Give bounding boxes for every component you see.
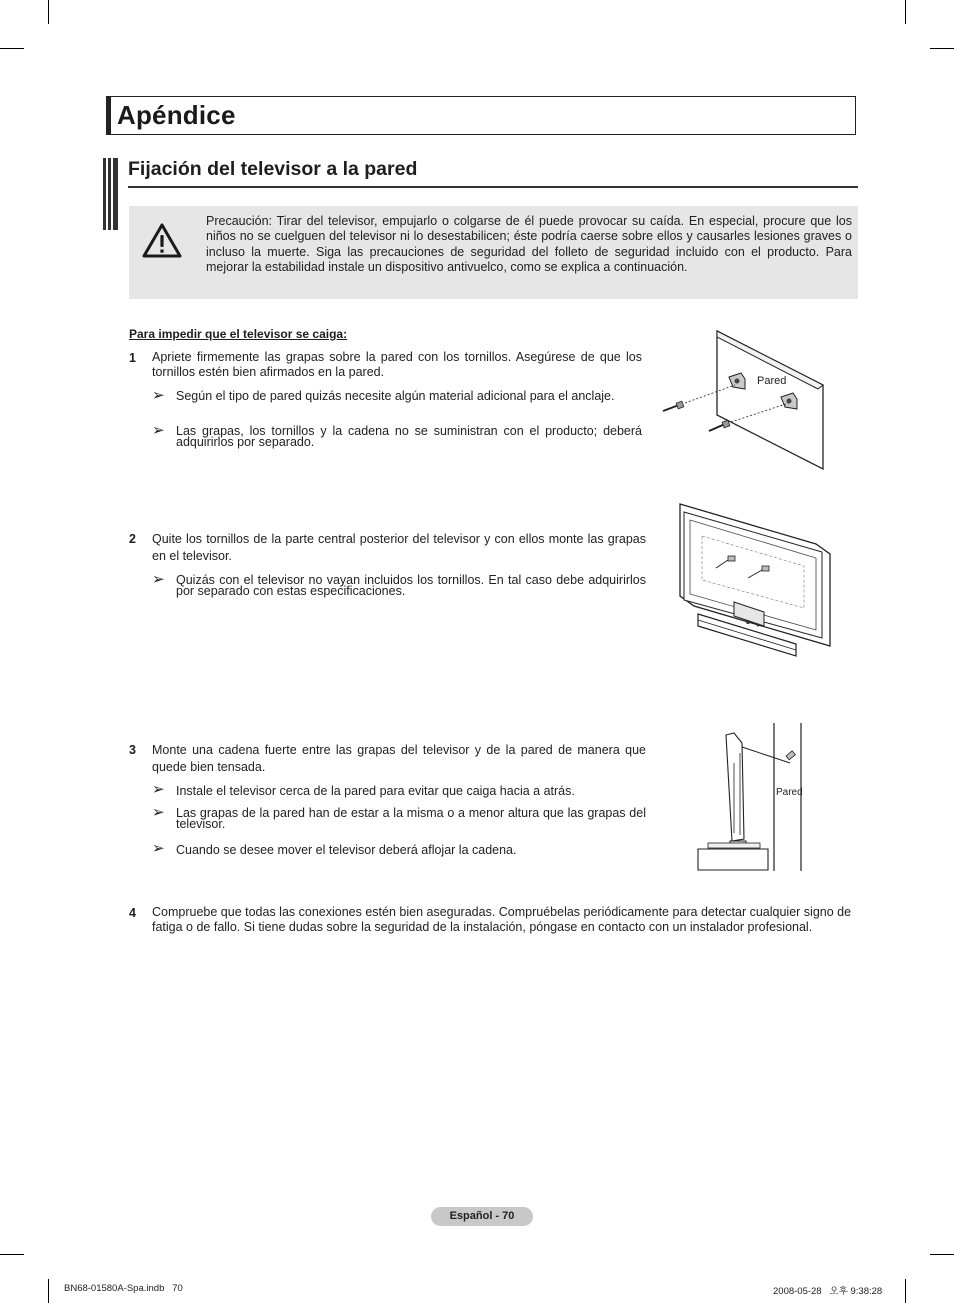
step-number: 1 [129,351,136,365]
step-text: Quite los tornillos de la parte central posterior del televisor y con ellos monte las grapas en el televisor. [152,532,646,563]
section-rule [128,186,858,188]
tv-side-chain-illustration [694,723,806,873]
note-text: Las grapas, los tornillos y la cadena no se suministran con el producto; deberá adquirirlos por separado. [176,424,642,449]
note-arrow-icon: ➢ [152,840,165,857]
page-title: Apéndice [117,100,236,130]
note-text: Las grapas de la pared han de estar a la misma o a menor altura que las grapas del televisor. [176,806,646,831]
footer-timestamp: 2008-05-28 오후 9:38:28 [773,1286,883,1297]
crop-mark [905,1279,906,1303]
note-arrow-icon: ➢ [152,804,165,821]
note-text: Instale el televisor cerca de la pared para evitar que caiga hacia a atrás. [176,784,575,798]
note-arrow-icon: ➢ [152,387,165,404]
wall-bracket-illustration [655,323,830,473]
crop-mark [905,0,906,24]
crop-mark [48,1279,49,1303]
step-text: Compruebe que todas las conexiones estén bien aseguradas. Compruébelas periódicamente para detectar cualquier signo de fatiga o de fallo. Si tiene dudas sobre la seguridad de la instalación, póngase en contacto con un instalador profesional. [152,905,852,934]
footer-file: BN68-01580A-Spa.indb 70 [64,1283,183,1294]
crop-mark [0,1254,24,1255]
tv-rear-illustration [672,502,834,660]
crop-mark [0,48,24,49]
note-text: Quizás con el televisor no vayan incluidos los tornillos. En tal caso debe adquirirlos por separado con estas especificaciones. [176,573,646,598]
step-number: 2 [129,532,136,546]
appendix-title-box [106,96,856,135]
step-number: 4 [129,906,136,920]
subheading: Para impedir que el televisor se caiga: [129,327,348,341]
crop-mark [930,1254,954,1255]
step-text: Apriete firmemente las grapas sobre la pared con los tornillos. Asegúrese de que los tornillos estén bien afirmados en la pared. [152,350,642,379]
caution-box [129,206,858,299]
wall-label: Pared [757,375,787,387]
wall-side-label: Pared [776,787,803,798]
note-arrow-icon: ➢ [152,571,165,588]
note-text: Cuando se desee mover el televisor deberá aflojar la cadena. [176,843,517,857]
note-text: Según el tipo de pared quizás necesite algún material adicional para el anclaje. [176,389,615,403]
section-side-bars [103,158,118,230]
note-arrow-icon: ➢ [152,781,165,798]
page-number-badge: Español - 70 [431,1207,533,1226]
step-number: 3 [129,743,136,757]
crop-mark [930,48,954,49]
crop-mark [48,0,49,24]
note-arrow-icon: ➢ [152,422,165,439]
caution-text: Precaución: Tirar del televisor, empujarlo o colgarse de él puede provocar su caída. En especial, procure que los niños no se cuelguen del televisor ni lo desestabilicen; éste podría caerse sobre ellos y causarles lesiones graves o incluso la muerte. Siga las precauciones de seguridad del folleto de seguridad incluido con el producto. Para mejorar la estabilidad instale un dispositivo antivuelco, como se explica a continuación. [206,214,852,274]
section-title: Fijación del televisor a la pared [128,158,418,180]
warning-triangle-icon [140,221,184,264]
step-text: Monte una cadena fuerte entre las grapas del televisor y de la pared de manera que quede bien tensada. [152,743,646,774]
